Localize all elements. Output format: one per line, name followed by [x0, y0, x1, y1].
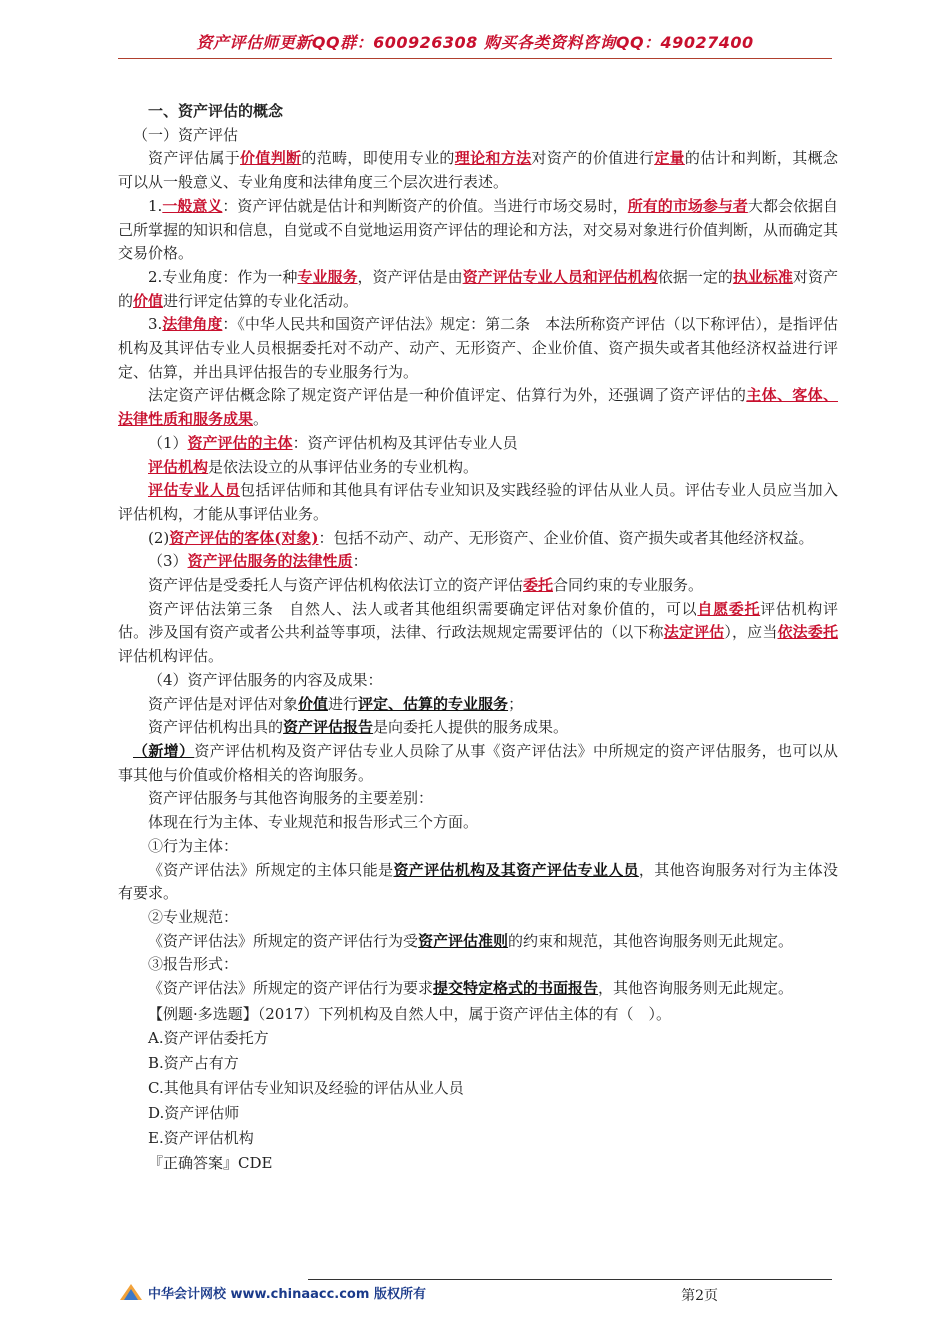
paragraph-general-meaning: 1.一般意义：资产评估就是估计和判断资产的价值。当进行市场交易时，所有的市场参与者大都会依据自己所掌握的知识和信息，自觉或不自觉地运用资产评估的理论和方法，对交易对象进行价值判断，从而确定其交易价格。	[118, 196, 839, 263]
item-content: （4）资产评估服务的内容及成果：	[148, 670, 383, 689]
item-legal-nature: （3）资产评估服务的法律性质：	[148, 552, 368, 571]
page-footer	[118, 1280, 832, 1302]
paragraph-professional: 2.专业角度：作为一种专业服务，资产评估是由资产评估专业人员和评估机构依据一定的执业标准对资产的价值进行评定估算的专业化活动。	[118, 267, 838, 310]
subsection-heading: （一）资产评估	[133, 125, 239, 144]
paragraph-service-result: 资产评估机构出具的资产评估报告是向委托人提供的服务成果。	[148, 718, 569, 737]
paragraph-norms: 《资产评估法》所规定的资产评估行为受资产评估准则的约束和规范，其他咨询服务则无此规定。	[148, 931, 794, 950]
logo-icon	[118, 1282, 144, 1302]
option-b: B.资产占有方	[148, 1054, 239, 1073]
item-professionals: 评估专业人员包括评估师和其他具有评估专业知识及实践经验的评估从业人员。评估专业人员应当加入评估机构，才能从事评估业务。	[118, 481, 838, 523]
example-question: 【例题·多选题】（2017）下列机构及自然人中，属于资产评估主体的有（ ）。	[148, 1004, 671, 1023]
item-object: (2)资产评估的客体(对象)：包括不动产、动产、无形资产、企业价值、资产损失或者其他经济权益。	[148, 528, 814, 547]
paragraph-service-content: 资产评估是对评估对象价值进行评定、估算的专业服务；	[148, 694, 524, 713]
page-number: 第2页	[681, 1288, 718, 1304]
paragraph-entrust: 资产评估是受委托人与资产评估机构依法订立的资产评估委托合同约束的专业服务。	[148, 576, 704, 595]
paragraph-three-aspects: 体现在行为主体、专业规范和报告形式三个方面。	[148, 813, 479, 832]
item-subject: （1）资产评估的主体：资产评估机构及其评估专业人员	[148, 433, 518, 452]
correct-answer: 『正确答案』CDE	[148, 1154, 273, 1173]
item-actor: ①行为主体：	[148, 836, 239, 855]
paragraph-legal-concept: 法定资产评估概念除了规定资产评估是一种价值评定、估算行为外，还强调了资产评估的主体、客体、法律性质和服务成果。	[118, 386, 838, 429]
paragraph-actor: 《资产评估法》所规定的主体只能是资产评估机构及其资产评估专业人员，其他咨询服务对行为主体没有要求。	[118, 860, 838, 903]
section-heading: 一、资产评估的概念	[148, 102, 284, 120]
item-report-form: ③报告形式：	[148, 955, 239, 974]
header-rule	[118, 58, 832, 59]
paragraph-new: （新增）资产评估机构及资产评估专业人员除了从事《资产评估法》中所规定的资产评估服务，也可以从事其他与价值或价格相关的咨询服务。	[118, 741, 838, 784]
paragraph-article-3: 资产评估法第三条 自然人、法人或者其他组织需要确定评估对象价值的，可以自愿委托评估机构评估。涉及国有资产或者公共利益等事项，法律、行政法规规定需要评估的（以下称法定评估），应当依法委托评估机构评估。	[118, 599, 838, 666]
paragraph-report-form: 《资产评估法》所规定的资产评估行为要求提交特定格式的书面报告，其他咨询服务则无此规定。	[148, 979, 794, 998]
document-body	[118, 100, 838, 1176]
item-agency: 评估机构是依法设立的从事评估业务的专业机构。	[148, 457, 479, 476]
paragraph-legal: 3.法律角度：《中华人民共和国资产评估法》规定：第二条 本法所称资产评估（以下称评估），是指评估机构及其评估专业人员根据委托对不动产、动产、无形资产、企业价值、资产损失或者其他经济权益进行评定、估算，并出具评估报告的专业服务行为。	[118, 315, 838, 381]
footer-brand: 中华会计网校 www.chinaacc.com 版权所有	[148, 1287, 426, 1302]
paragraph-1: 资产评估属于价值判断的范畴，即使用专业的理论和方法对资产的价值进行定量的估计和判断，其概念可以从一般意义、专业角度和法律角度三个层次进行表述。	[118, 149, 838, 192]
paragraph-differences: 资产评估服务与其他咨询服务的主要差别：	[148, 789, 434, 808]
option-e: E.资产评估机构	[148, 1129, 254, 1148]
page-header: 资产评估师更新QQ群：600926308 购买各类资料咨询QQ：49027400	[196, 33, 754, 52]
item-norms: ②专业规范：	[148, 907, 239, 926]
option-d: D.资产评估师	[148, 1104, 240, 1123]
option-c: C.其他具有评估专业知识及经验的评估从业人员	[148, 1079, 464, 1098]
option-a: A.资产评估委托方	[148, 1029, 269, 1048]
